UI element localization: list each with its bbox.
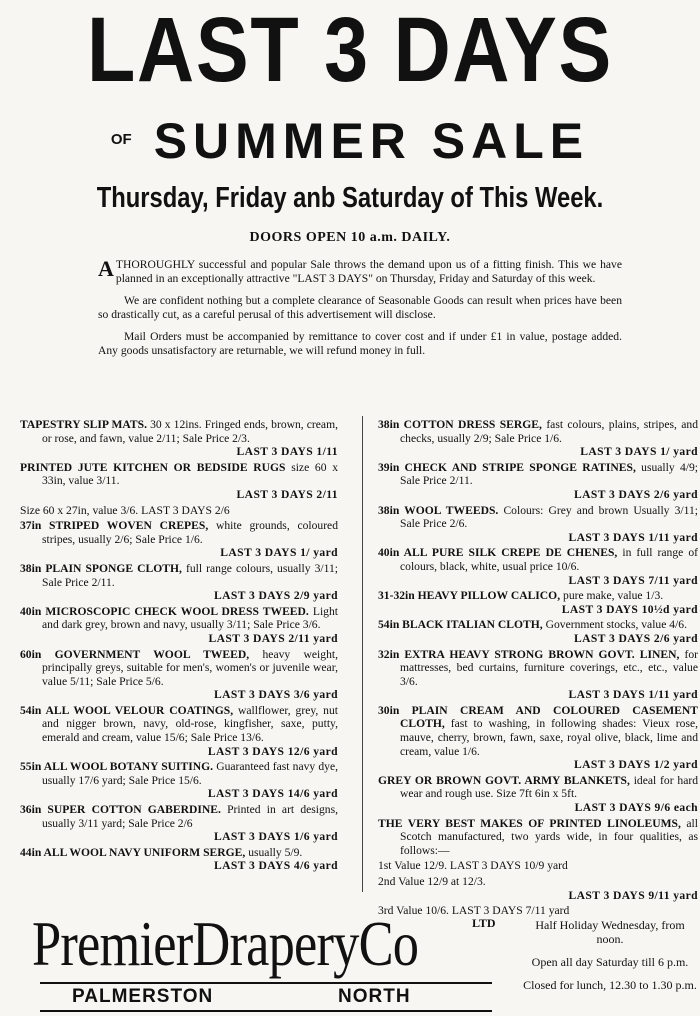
sale-item [20, 846, 338, 873]
sale-item-description [20, 704, 338, 745]
sale-item-heading: 38in COTTON DRESS SERGE, [378, 418, 542, 431]
sale-item [20, 704, 338, 758]
sale-item [378, 875, 698, 902]
sale-item [378, 774, 698, 815]
sale-item [20, 760, 338, 801]
sale-item-description [378, 618, 698, 632]
sale-item-heading: GREY OR BROWN GOVT. ARMY BLANKETS, [378, 773, 630, 787]
sale-item-text: Printed in art designs, usually 3/11 yard; Sale Price 2/6 [42, 803, 338, 830]
sale-item-price: LAST 3 DAYS 1/11 yard [568, 688, 698, 702]
sale-item [20, 605, 338, 646]
sale-item-text: heavy weight, principally greys, suitable for men's, women's or juvenile wear, value 5/11; Sale Price 5/6. [42, 647, 338, 688]
sale-item-text: in full range of colours, black, white, usual price 10/6. [400, 546, 698, 573]
sale-item-price: LAST 3 DAYS 2/11 yard [208, 631, 338, 645]
intro-paragraph-3: Mail Orders must be accompanied by remittance to cover cost and if under £1 in value, postage added. Any goods unsatisfactory are returnable, we will refund money in full. [98, 330, 622, 357]
sale-item [378, 817, 698, 858]
sale-item-price: LAST 3 DAYS 9/11 yard [568, 888, 698, 902]
sale-item [378, 504, 698, 545]
sale-item-text: 2nd Value 12/9 at 12/3. [378, 875, 486, 888]
sale-item-heading: 54in ALL WOOL VELOUR COATINGS, [20, 703, 234, 717]
sale-item-heading: THE VERY BEST MAKES OF PRINTED LINOLEUMS, [378, 816, 681, 830]
sale-item-description [378, 704, 698, 758]
sale-item-price: LAST 3 DAYS 2/6 yard [574, 487, 698, 501]
right-column [378, 418, 698, 920]
column-divider [362, 416, 363, 892]
hours-half-holiday: Half Holiday Wednesday, from noon. [535, 918, 685, 946]
sale-item-price: LAST 3 DAYS 10½d yard [561, 602, 698, 616]
subhead [0, 112, 700, 170]
logo-ltd: LTD [472, 916, 496, 930]
sale-item-text: Guaranteed fast navy dye, usually 17/6 yard; Sale Price 15/6. [42, 760, 338, 787]
subhead-of: OF [110, 131, 132, 148]
doors-open: DOORS OPEN 10 a.m. DAILY. [249, 230, 451, 245]
sale-item-text: white grounds, coloured stripes, usually 2/6; Sale Price 1/6. [42, 519, 339, 546]
sale-item-price: LAST 3 DAYS 1/6 yard [214, 830, 338, 844]
hours-saturday: Open all day Saturday till 6 p.m. [531, 955, 689, 969]
sale-item-text: 3rd Value 10/6. LAST 3 DAYS 7/11 yard [378, 904, 570, 918]
logo-city-left: PALMERSTON [72, 986, 214, 1007]
sale-item-description [378, 589, 698, 603]
headline: LAST 3 DAYS [86, 0, 614, 101]
sale-item-heading: TAPESTRY SLIP MATS. [20, 418, 147, 431]
sale-item-description [378, 875, 698, 889]
intro-p1-text: THOROUGHLY successful and popular Sale throws the demand upon us of a fitting finish. This we have planned in an exceptionally attractive "LAST 3 DAYS" on Thursday, Friday and Saturday of this week. [115, 258, 622, 285]
days-line: Thursday, Friday anb Saturday of This Week. [96, 182, 604, 214]
sale-item-price: LAST 3 DAYS 1/ yard [220, 546, 338, 560]
sale-item-text: full range colours, usually 3/11; Sale Price 2/11. [42, 561, 338, 589]
sale-item-description [378, 817, 698, 858]
sale-item-description [20, 504, 338, 518]
sale-item [20, 562, 338, 603]
sale-item-text: ideal for hard wear and rough use. Size 7ft 6in x 5ft. [400, 773, 698, 801]
sale-item-description [20, 803, 338, 830]
sale-item-description [20, 760, 338, 787]
sale-item-price: LAST 3 DAYS 7/11 yard [568, 573, 698, 587]
sale-item-price: LAST 3 DAYS 1/11 yard [568, 530, 698, 544]
store-logo [32, 908, 512, 1012]
sale-item-text: fast colours, plains, stripes, and checks, usually 2/9; Sale Price 1/6. [400, 418, 698, 445]
sale-item-text: 30 x 12ins. Fringed ends, brown, cream, or rose, and fawn, value 2/11; Sale Price 2/3. [42, 418, 338, 445]
sale-item-heading: 32in EXTRA HEAVY STRONG BROWN GOVT. LINEN, [378, 647, 680, 661]
sale-item-heading: 55in ALL WOOL BOTANY SUITING. [20, 760, 214, 774]
sale-item-text: pure make, value 1/3. [563, 589, 664, 603]
sale-item-heading: 31-32in HEAVY PILLOW CALICO, [378, 589, 561, 603]
sale-item-text: 1st Value 12/9. LAST 3 DAYS 10/9 yard [378, 859, 568, 873]
sale-item-price: LAST 3 DAYS 1/ yard [580, 445, 698, 459]
sale-item-heading: PRINTED JUTE KITCHEN OR BEDSIDE RUGS [20, 460, 286, 474]
sale-item [378, 648, 698, 702]
sale-item [20, 461, 338, 502]
sale-item [378, 618, 698, 645]
sale-item-text: Size 60 x 27in, value 3/6. LAST 3 DAYS 2/6 [20, 503, 230, 517]
sale-item [378, 418, 698, 459]
sale-item-heading: 36in SUPER COTTON GABERDINE. [20, 803, 221, 817]
sale-item-description [378, 546, 698, 573]
intro-paragraph-1 [98, 258, 622, 286]
sale-item [20, 504, 338, 518]
sale-item [378, 589, 698, 616]
sale-item-price: LAST 3 DAYS 3/6 yard [214, 688, 338, 702]
sale-item-price: LAST 3 DAYS 1/2 yard [574, 758, 698, 772]
sale-item-heading: 38in PLAIN SPONGE CLOTH, [20, 561, 182, 575]
left-column [20, 418, 338, 875]
sale-item-heading: 60in GOVERNMENT WOOL TWEED, [20, 647, 250, 661]
sale-item-text: size 60 x 33in, value 3/11. [42, 460, 338, 488]
sale-item [378, 704, 698, 772]
sale-item-text: for mattresses, bed curtains, furniture coverings, etc., etc., value 3/6. [400, 647, 698, 688]
sale-item-text: usually 4/9; Sale Price 2/11. [400, 460, 698, 488]
sale-item-heading: 40in MICROSCOPIC CHECK WOOL DRESS TWEED. [20, 604, 309, 618]
hours-lunch: Closed for lunch, 12.30 to 1.30 p.m. [523, 978, 697, 992]
sale-item [20, 803, 338, 844]
drop-cap: A [98, 256, 114, 281]
sale-item-description [378, 648, 698, 689]
sale-item-heading: 30in PLAIN CREAM AND COLOURED CASEMENT CLOTH, [378, 703, 698, 731]
sale-item [20, 648, 338, 702]
sale-item-text: all Scotch manufactured, two yards wide, in four qualities, as follows:— [400, 816, 698, 857]
sale-item-description [20, 648, 338, 689]
subhead-sale: SUMMER SALE [153, 113, 590, 169]
sale-item [378, 859, 698, 873]
sale-item-price: LAST 3 DAYS 12/6 yard [207, 744, 338, 758]
sale-item-price: LAST 3 DAYS 2/11 [236, 487, 338, 501]
sale-item-heading: 39in CHECK AND STRIPE SPONGE RATINES, [378, 460, 636, 474]
sale-item-heading: 54in BLACK ITALIAN CLOTH, [378, 618, 543, 632]
sale-item-description [20, 461, 338, 488]
sale-item-description [378, 418, 698, 445]
intro-text [98, 258, 622, 366]
sale-item-heading: 40in ALL PURE SILK CREPE DE CHENES, [378, 546, 618, 560]
sale-item-description [20, 418, 338, 445]
sale-item-description [378, 504, 698, 531]
sale-item-text: Government stocks, value 4/6. [545, 618, 687, 632]
sale-item-price: LAST 3 DAYS 2/9 yard [214, 589, 338, 603]
intro-paragraph-2: We are confident nothing but a complete clearance of Seasonable Goods can result when prices have been so drastically cut, as a careful perusal of this advertisement will disclose. [98, 294, 622, 321]
sale-item-description [378, 859, 698, 873]
sale-item-price: LAST 3 DAYS 1/11 [236, 445, 338, 459]
sale-item-description [20, 605, 338, 632]
sale-item-heading: 44in ALL WOOL NAVY UNIFORM SERGE, [20, 845, 246, 859]
sale-item-description [378, 774, 698, 801]
sale-item-heading: 38in WOOL TWEEDS. [378, 503, 499, 517]
sale-item-text: wallflower, grey, nut and nigger brown, navy, old-rose, kingfisher, saxe, putty, emerald and cream, value 15/6; Sale Price 13/6. [42, 703, 338, 745]
sale-item [20, 519, 338, 560]
sale-item [20, 418, 338, 459]
sale-item [378, 546, 698, 587]
sale-item-text: usually 5/9. [248, 845, 303, 859]
logo-name: PremierDraperyCo [32, 908, 419, 979]
sale-item-price: LAST 3 DAYS 14/6 yard [207, 787, 338, 801]
logo-city-right: NORTH [338, 986, 411, 1007]
sale-item-heading: 37in STRIPED WOVEN CREPES, [20, 519, 209, 533]
sale-item-price: LAST 3 DAYS 9/6 each [574, 801, 698, 815]
sale-item-text: Colours: Grey and brown Usually 3/11; Sale Price 2/6. [400, 503, 698, 531]
sale-item-description [20, 846, 338, 860]
sale-item-price: LAST 3 DAYS 4/6 yard [214, 859, 338, 873]
store-hours [522, 918, 698, 1001]
sale-item-text: fast to washing, in following shades: Vieux rose, mauve, cherry, brown, fawn, saxe, royal olive, black, lime and cream, value 1/6. [400, 717, 698, 758]
sale-item-description [20, 562, 338, 589]
sale-item-text: Light and dark grey, brown and navy, usually 3/11; Sale Price 3/6. [42, 604, 338, 632]
sale-item-description [378, 461, 698, 488]
sale-item-description [20, 519, 338, 546]
sale-item-price: LAST 3 DAYS 2/6 yard [574, 631, 698, 645]
sale-item [378, 461, 698, 502]
